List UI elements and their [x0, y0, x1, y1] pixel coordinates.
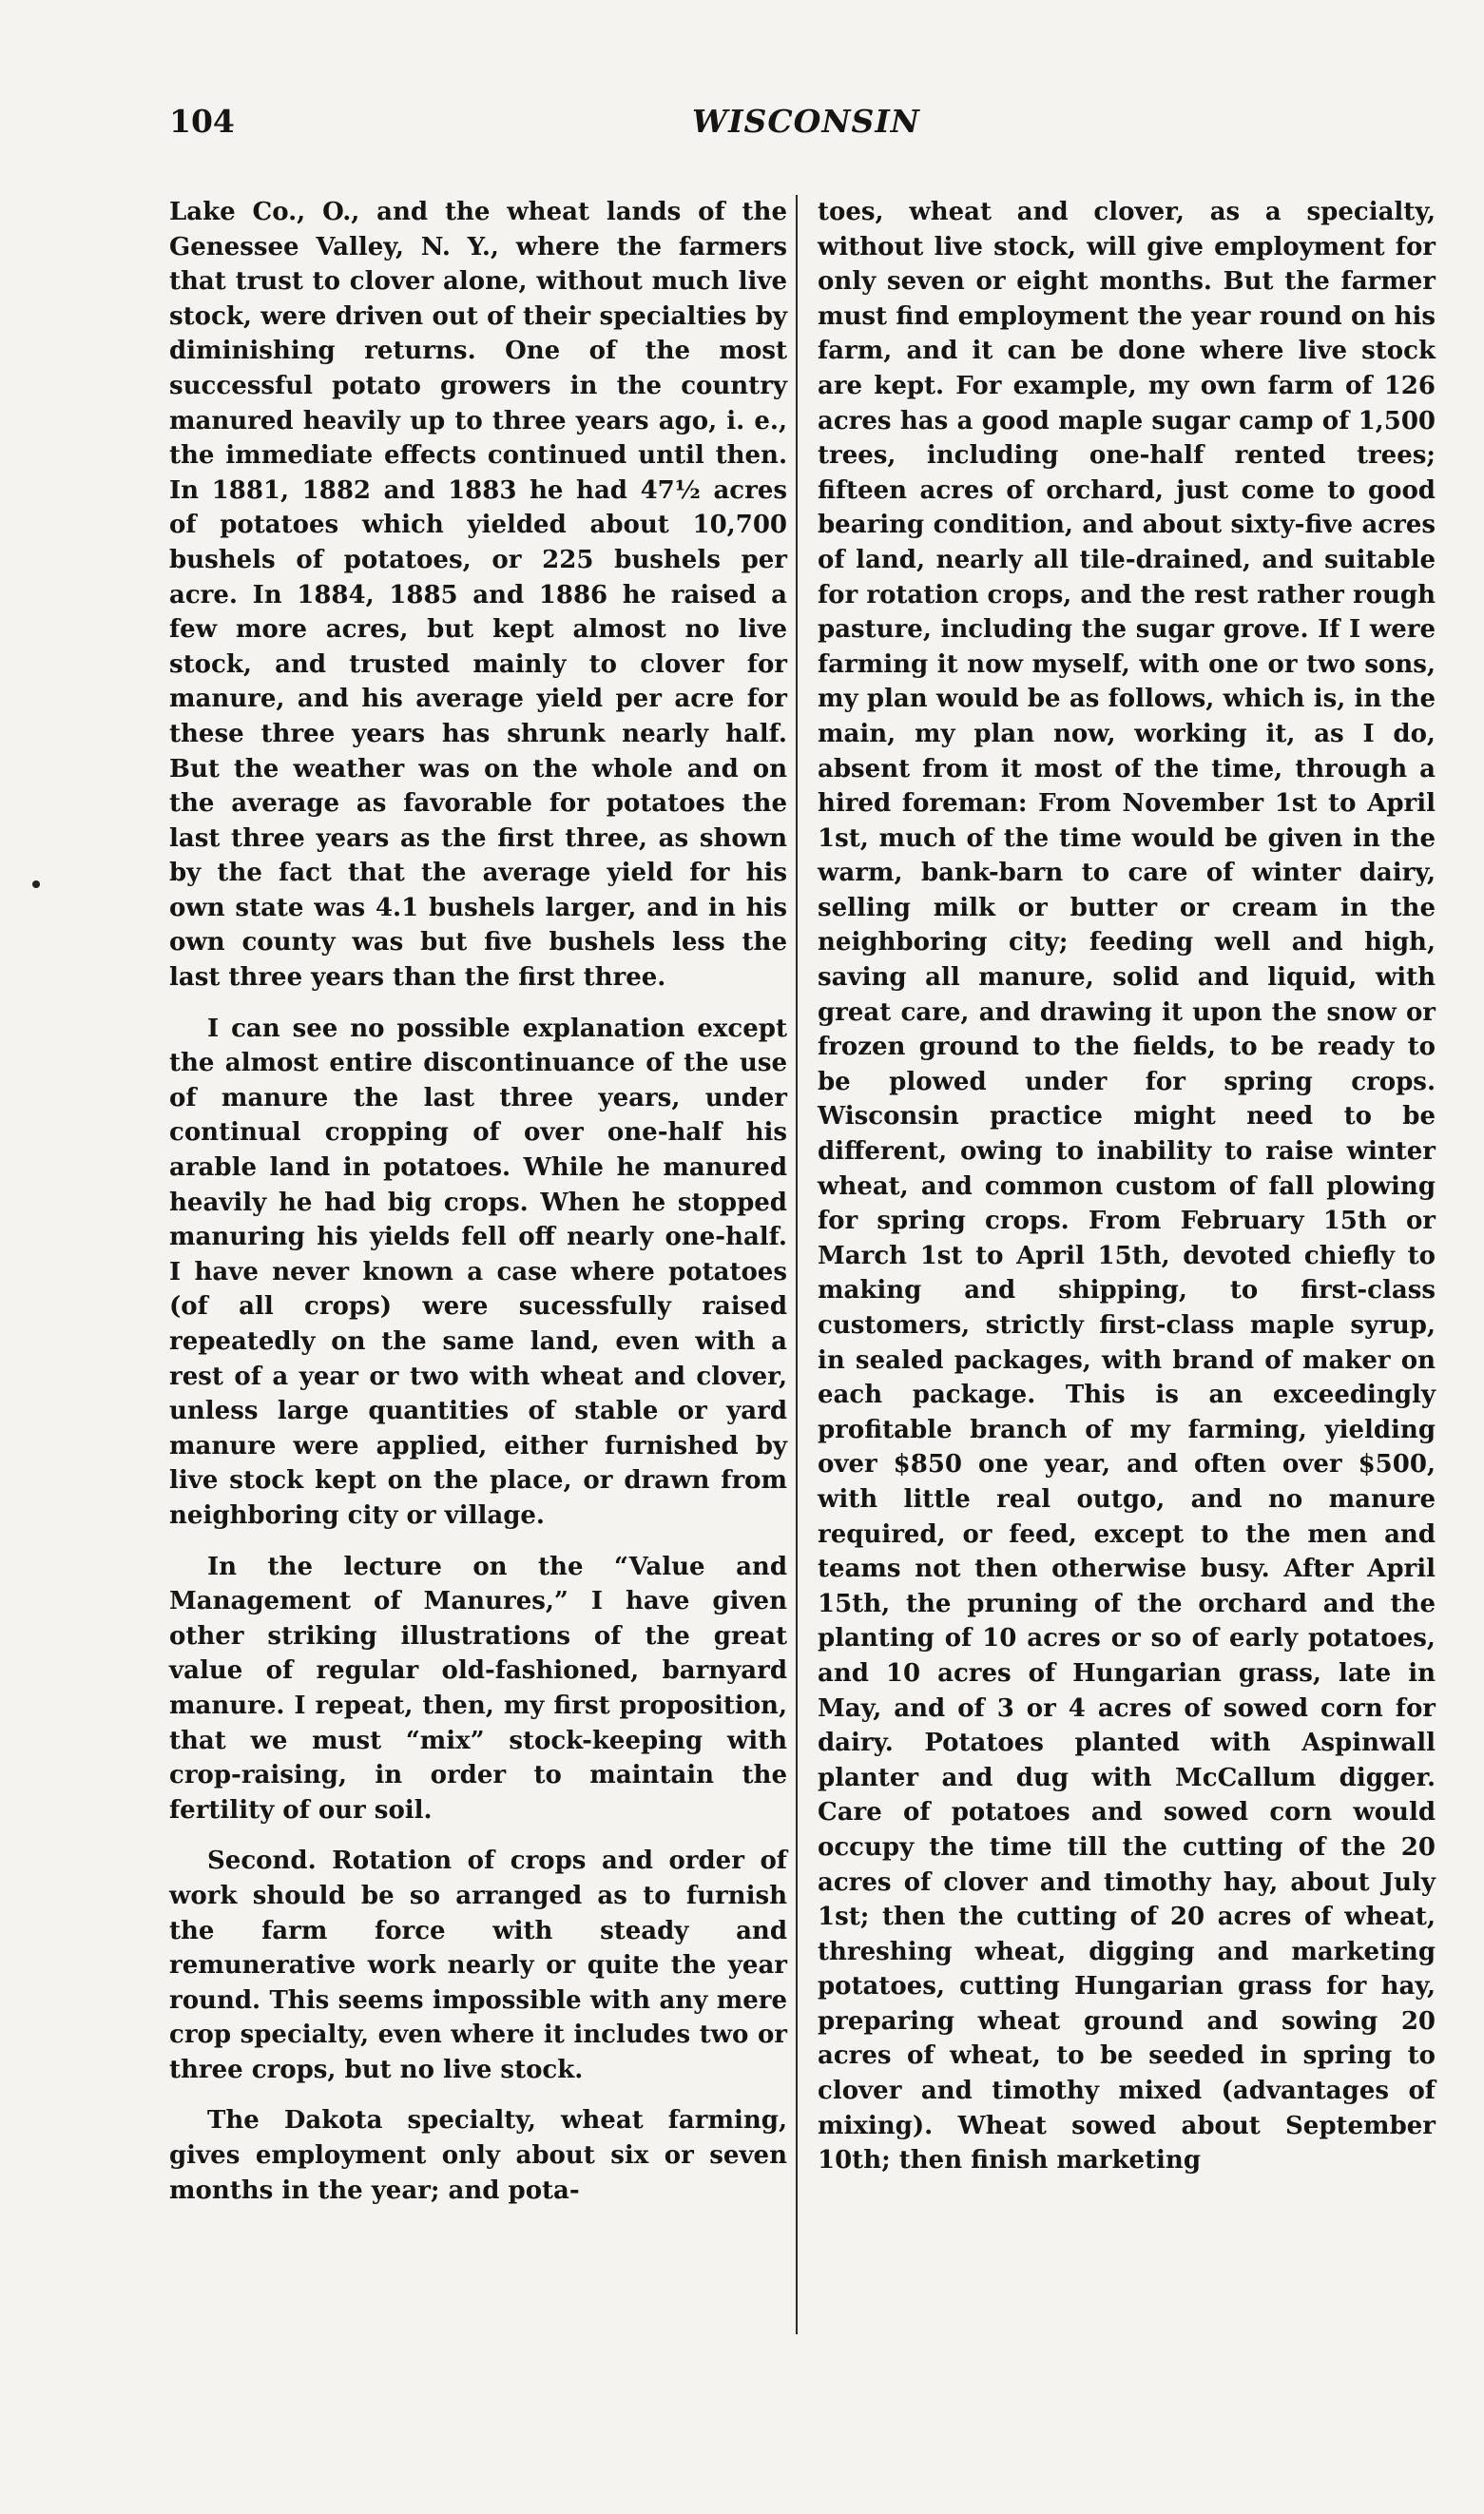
paragraph: In the lecture on the “Value and Management of Manures,” I have given other striking illustrations of the great value of regular old-fashioned, barnyard manure. I repeat, then, my first proposition, that we must “mix” stock-keeping with crop-raising, in order to maintain the fertility of our soil.: [169, 1552, 787, 1825]
page-header: [169, 103, 1443, 150]
right-column: [818, 195, 1436, 2178]
page-number: 104: [169, 103, 235, 140]
paragraph: Lake Co., O., and the wheat lands of the Genessee Valley, N. Y., where the farmers that trust to clover alone, without much live stock, were driven out of their specialties by diminishing returns. One of the most successful potato growers in the country manured heavily up to three years ago, i. e., the immediate effects continued until then. In 1881, 1882 and 1883 he had 47½ acres of potatoes which yielded about 10,700 bushels of potatoes, or 225 bushels per acre. In 1884, 1885 and 1886 he raised a few more acres, but kept almost no live stock, and trusted mainly to clover for manure, and his average yield per acre for these three years has shrunk nearly half. But the weather was on the whole and on the average as favorable for potatoes the last three years as the first three, as shown by the fact that the average yield for his own state was 4.1 bushels larger, and in his own county was but five bushels less the last three years than the first three.: [169, 198, 787, 993]
running-title: WISCONSIN: [692, 103, 920, 140]
paragraph: The Dakota specialty, wheat farming, gives employment only about six or seven months in the year; and pota-: [169, 2106, 787, 2205]
paragraph: toes, wheat and clover, as a specialty, without live stock, will give employment for only seven or eight months. But the farmer must find employment the year round on his farm, and it can be done where live stock are kept. For example, my own farm of 126 acres has a good maple sugar camp of 1,500 trees, including one-half rented trees; fifteen acres of orchard, just come to good bearing condition, and about sixty-five acres of land, nearly all tile-drained, and suitable for rotation crops, and the rest rather rough pasture, including the sugar grove. If I were farming it now myself, with one or two sons, my plan would be as follows, which is, in the main, my plan now, working it, as I do, absent from it most of the time, through a hired foreman: From November 1st to April 1st, much of the time would be given in the warm, bank-barn to care of winter dairy, selling milk or butter or cream in the neighboring city; feeding well and high, saving all manure, solid and liquid, with great care, and drawing it upon the snow or frozen ground to the fields, to be ready to be plowed under for spring crops. Wisconsin practice might need to be different, owing to inability to raise winter wheat, and common custom of fall plowing for spring crops. From February 15th or March 1st to April 15th, devoted chiefly to making and shipping, to first-class customers, strictly first-class maple syrup, in sealed packages, with brand of maker on each package. This is an exceedingly profitable branch of my farming, yielding over $850 one year, and often over $500, with little real outgo, and no manure required, or feed, except to the men and teams not then otherwise busy. After April 15th, the pruning of the orchard and the planting of 10 acres or so of early potatoes, and 10 acres of Hungarian grass, late in May, and of 3 or 4 acres of sowed corn for dairy. Potatoes planted with Aspinwall planter and dug with McCallum digger. Care of potatoes and sowed corn would occupy the time till the cutting of the 20 acres of clover and timothy hay, about July 1st; then the cutting of 20 acres of wheat, threshing wheat, digging and marketing potatoes, cutting Hungarian grass for hay, preparing wheat ground and sowing 20 acres of wheat, to be seeded in spring to clover and timothy mixed (advantages of mixing). Wheat sowed about September 10th; then finish marketing: [818, 198, 1436, 2176]
column-divider: [796, 195, 798, 2334]
paragraph: I can see no possible explanation except the almost entire discontinuance of the use of manure the last three years, under continual cropping of over one-half his arable land in potatoes. While he manured heavily he had big crops. When he stopped manuring his yields fell off nearly one-half. I have never known a case where potatoes (of all crops) were sucessfully raised repeatedly on the same land, even with a rest of a year or two with wheat and clover, unless large quantities of stable or yard manure were applied, either furnished by live stock kept on the place, or drawn from neighboring city or village.: [169, 1014, 787, 1530]
paragraph: Second. Rotation of crops and order of work should be so arranged as to furnish the farm force with steady and remunerative work nearly or quite the year round. This seems impossible with any mere crop specialty, even where it includes two or three crops, but no live stock.: [169, 1847, 787, 2084]
left-column: [169, 195, 787, 2208]
margin-speck: [32, 880, 40, 888]
